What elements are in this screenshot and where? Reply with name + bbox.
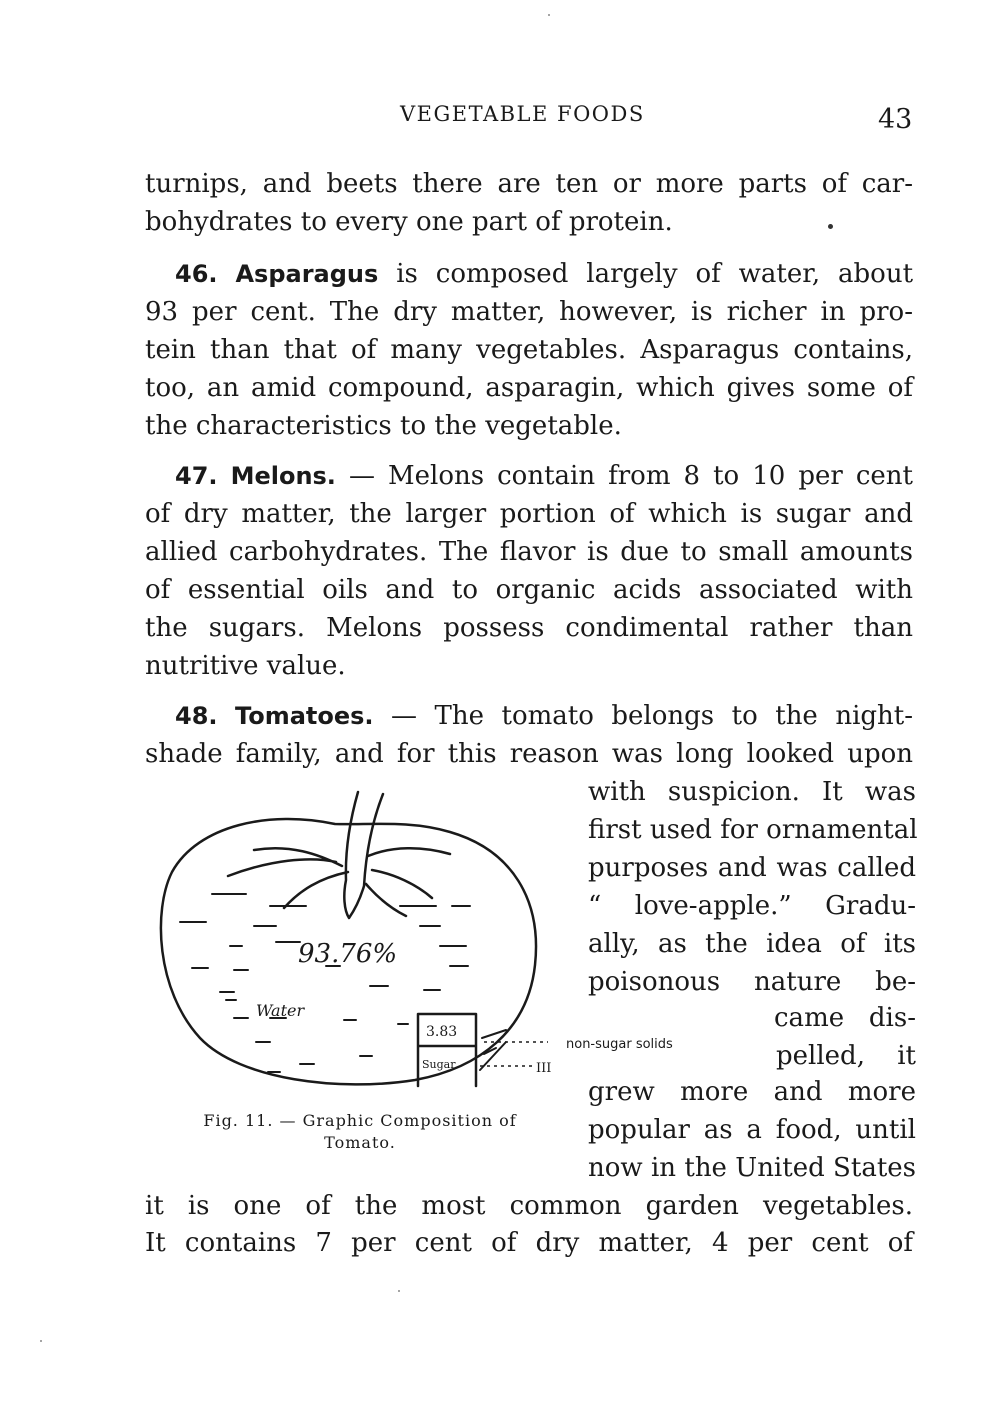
text-line: the sugars. Melons possess condimental rather than <box>145 613 913 643</box>
wrap-line: purposes and was called <box>588 853 916 883</box>
running-head: VEGETABLE FOODS <box>400 102 645 126</box>
water-percentage: 93.76% <box>298 939 398 969</box>
figure-caption-number: Fig. 11. <box>203 1111 274 1130</box>
text-line: allied carbohydrates. The flavor is due to small amounts <box>145 537 913 567</box>
text-line: bohydrates to every one part of protein. <box>145 207 673 237</box>
paper-speck <box>398 1290 400 1292</box>
text-line: shade family, and for this reason was long looked upon <box>145 739 913 769</box>
section-46-line-1 <box>145 257 913 291</box>
non-sugar-solids-label: non-sugar solids <box>566 1037 673 1052</box>
roman-numeral-label: III <box>536 1061 552 1076</box>
text-line: It contains 7 per cent of dry matter, 4 per cent of <box>145 1228 913 1258</box>
wrap-line: ally, as the idea of its <box>588 929 916 959</box>
text-line: it is one of the most common garden vegetables. <box>145 1191 913 1221</box>
figure-caption-text: Graphic Composition of <box>302 1111 517 1130</box>
water-dash <box>180 894 470 926</box>
section-number: 46. <box>175 260 218 288</box>
section-number: 48. <box>175 702 218 730</box>
water-dash <box>220 986 440 1024</box>
wrap-line: with suspicion. It was <box>588 777 916 807</box>
wrap-line: pelled, it <box>776 1041 916 1071</box>
sugar-label: Sugar <box>422 1058 456 1071</box>
figure-caption-dash: — <box>273 1111 303 1130</box>
page-number: 43 <box>878 104 913 135</box>
section-text: — The tomato belongs to the night- <box>373 701 914 731</box>
water-label: Water <box>256 1001 305 1020</box>
paper-speck <box>40 1340 42 1342</box>
section-text: is composed largely of water, about <box>396 259 914 289</box>
wrap-line: now in the United States <box>588 1153 916 1183</box>
text-line: too, an amid compound, asparagin, which gives some of <box>145 373 913 403</box>
section-number: 47. <box>175 462 218 490</box>
text-line: the characteristics to the vegetable. <box>145 411 622 441</box>
section-text: — Melons contain from 8 to 10 per cent <box>335 461 914 491</box>
text-line: turnips, and beets there are ten or more parts of car- <box>145 169 913 199</box>
paper-speck <box>548 14 550 16</box>
wrap-line: “ love-apple.” Gradu- <box>588 891 916 921</box>
text-line: 93 per cent. The dry matter, however, is richer in pro- <box>145 297 913 327</box>
text-line: tein than that of many vegetables. Asparagus contains, <box>145 335 913 365</box>
wrap-line: grew more and more <box>588 1077 916 1107</box>
wrap-line: poisonous nature be- <box>588 967 916 997</box>
figure-caption-text: Tomato. <box>324 1133 396 1152</box>
section-48-line-1 <box>145 699 913 733</box>
sugar-value: 3.83 <box>426 1024 458 1040</box>
wrap-line: came dis- <box>774 1003 916 1033</box>
stray-dot <box>828 224 833 229</box>
section-title: Tomatoes. <box>235 702 374 730</box>
section-title: Asparagus <box>235 260 379 288</box>
text-line: of essential oils and to organic acids associated with <box>145 575 913 605</box>
tomato-stem <box>344 792 383 918</box>
wrap-line: first used for ornamental <box>588 815 918 845</box>
tomato-composition-figure <box>150 780 673 1100</box>
section-title: Melons. <box>230 462 336 490</box>
section-47-line-1 <box>145 459 913 493</box>
wrap-line: popular as a food, until <box>588 1115 916 1145</box>
text-line: nutritive value. <box>145 651 346 681</box>
figure-caption <box>160 1110 560 1154</box>
text-line: of dry matter, the larger portion of which is sugar and <box>145 499 913 529</box>
